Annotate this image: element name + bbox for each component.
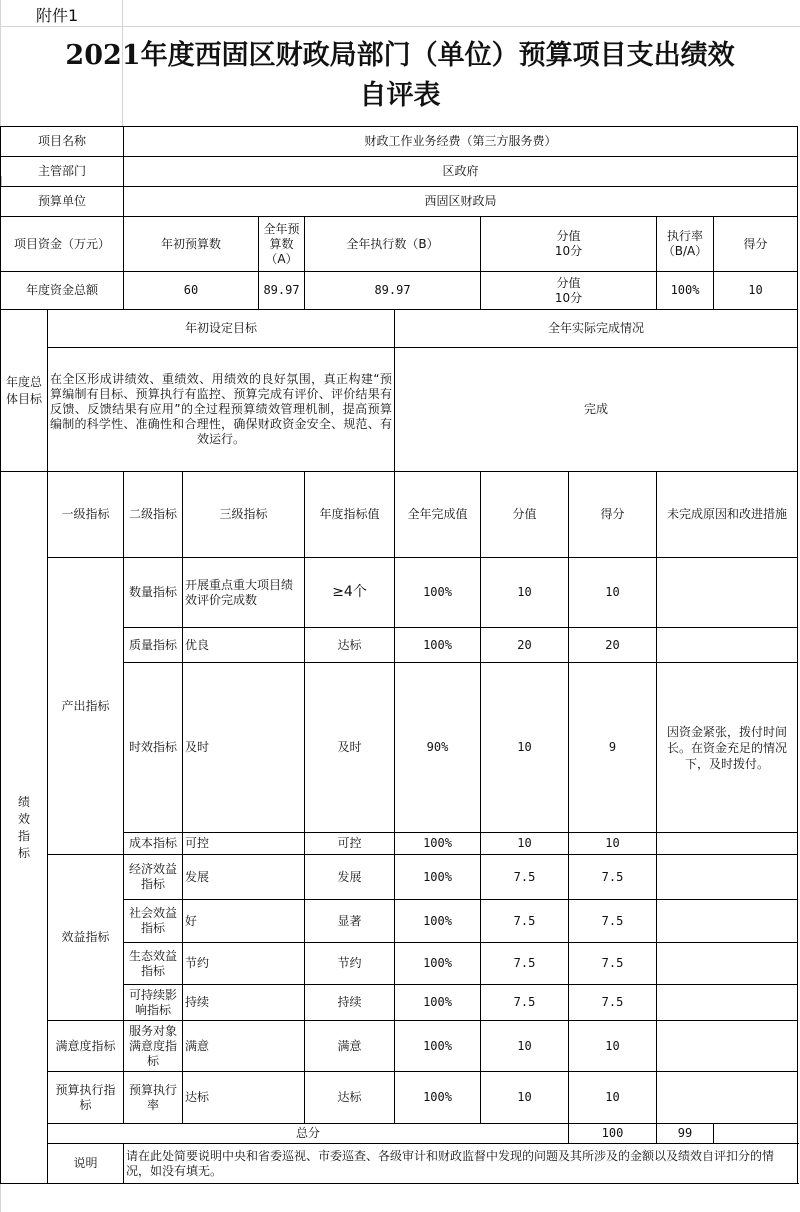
- header-l2: 二级指标: [124, 472, 183, 558]
- row-l2: 预算执行率: [124, 1072, 183, 1124]
- row-score[interactable]: 7.5: [569, 855, 657, 900]
- row-target[interactable]: 及时: [305, 663, 395, 833]
- row-l2: 质量指标: [124, 628, 183, 663]
- title-line-1: 2021年度西固区财政局部门（单位）预算项目支出绩效: [65, 40, 735, 71]
- row-score[interactable]: 10: [569, 1072, 657, 1124]
- title-line-2: 自评表: [359, 80, 441, 111]
- row-target[interactable]: 发展: [305, 855, 395, 900]
- funds-rate-value[interactable]: 100%: [657, 272, 714, 310]
- row-l3[interactable]: 好: [183, 900, 305, 943]
- header-actual: 全年完成值: [395, 472, 481, 558]
- output-indicator-label: 产出指标: [48, 558, 124, 855]
- row-target[interactable]: ≥4个: [305, 558, 395, 628]
- row-l2: 经济效益指标: [124, 855, 183, 900]
- row-l2: 时效指标: [124, 663, 183, 833]
- funds-rate-header: 执行率 （B/A）: [657, 217, 714, 272]
- total-value[interactable]: 100: [569, 1124, 657, 1144]
- funds-exec-value[interactable]: 89.97: [305, 272, 481, 310]
- goal-actual-text[interactable]: 完成: [395, 348, 798, 472]
- row-reason[interactable]: [657, 900, 798, 943]
- row-value[interactable]: 10: [481, 1072, 569, 1124]
- total-reason[interactable]: [714, 1124, 798, 1144]
- benefit-indicator-label: 效益指标: [48, 855, 124, 1021]
- project-name-value[interactable]: 财政工作业务经费（第三方服务费）: [124, 127, 798, 157]
- total-label: 总分: [48, 1124, 569, 1144]
- total-score[interactable]: 99: [657, 1124, 714, 1144]
- row-target[interactable]: 满意: [305, 1021, 395, 1072]
- row-actual[interactable]: 100%: [395, 1021, 481, 1072]
- row-l3[interactable]: 满意: [183, 1021, 305, 1072]
- row-actual[interactable]: 100%: [395, 943, 481, 985]
- satisfaction-indicator-label: 满意度指标: [48, 1021, 124, 1072]
- funds-score-value-header: 分值 10分: [481, 217, 657, 272]
- unit-value[interactable]: 西固区财政局: [124, 187, 798, 217]
- funds-total-label: 年度资金总额: [1, 272, 124, 310]
- note-text[interactable]: 请在此处简要说明中央和省委巡视、市委巡查、各级审计和财政监督中发现的问题及其所涉及的金额以及绩效自评扣分的情况，如没有填无。: [124, 1144, 798, 1184]
- row-target[interactable]: 节约: [305, 943, 395, 985]
- row-target[interactable]: 持续: [305, 985, 395, 1021]
- page-title: [0, 36, 800, 116]
- row-value[interactable]: 7.5: [481, 855, 569, 900]
- row-score[interactable]: 7.5: [569, 943, 657, 985]
- dept-value[interactable]: 区政府: [124, 157, 798, 187]
- header-score: 得分: [569, 472, 657, 558]
- row-value[interactable]: 10: [481, 1021, 569, 1072]
- row-actual[interactable]: 90%: [395, 663, 481, 833]
- funds-score-value-cell[interactable]: 10: [714, 272, 798, 310]
- row-value[interactable]: 10: [481, 558, 569, 628]
- dept-label: 主管部门: [1, 157, 124, 187]
- header-l1: 一级指标: [48, 472, 124, 558]
- row-actual[interactable]: 100%: [395, 985, 481, 1021]
- row-reason[interactable]: [657, 1072, 798, 1124]
- row-l3[interactable]: 优良: [183, 628, 305, 663]
- row-l3[interactable]: 可控: [183, 833, 305, 855]
- row-value[interactable]: 7.5: [481, 900, 569, 943]
- row-reason[interactable]: [657, 1021, 798, 1072]
- row-value[interactable]: 20: [481, 628, 569, 663]
- funds-score-value: 分值 10分: [481, 272, 657, 310]
- header-l3: 三级指标: [183, 472, 305, 558]
- row-l3[interactable]: 及时: [183, 663, 305, 833]
- row-actual[interactable]: 100%: [395, 855, 481, 900]
- row-actual[interactable]: 100%: [395, 833, 481, 855]
- row-value[interactable]: 7.5: [481, 985, 569, 1021]
- header-value: 分值: [481, 472, 569, 558]
- row-score[interactable]: 10: [569, 1021, 657, 1072]
- row-actual[interactable]: 100%: [395, 558, 481, 628]
- row-l3[interactable]: 节约: [183, 943, 305, 985]
- unit-label: 预算单位: [1, 187, 124, 217]
- funds-score-header: 得分: [714, 217, 798, 272]
- row-score[interactable]: 7.5: [569, 985, 657, 1021]
- row-l3[interactable]: 开展重点重大项目绩效评价完成数: [183, 558, 305, 628]
- row-actual[interactable]: 100%: [395, 1072, 481, 1124]
- row-reason[interactable]: [657, 943, 798, 985]
- row-l2: 社会效益指标: [124, 900, 183, 943]
- funds-annual-value[interactable]: 89.97: [259, 272, 305, 310]
- row-l3[interactable]: 发展: [183, 855, 305, 900]
- attachment-label: 附件1: [36, 6, 79, 25]
- row-value[interactable]: 10: [481, 833, 569, 855]
- goal-actual-header: 全年实际完成情况: [395, 310, 798, 348]
- row-reason[interactable]: [657, 855, 798, 900]
- row-l2: 可持续影响指标: [124, 985, 183, 1021]
- goal-set-header: 年初设定目标: [48, 310, 395, 348]
- note-label: 说明: [48, 1144, 124, 1184]
- row-score[interactable]: 20: [569, 628, 657, 663]
- row-l2: 生态效益指标: [124, 943, 183, 985]
- row-reason[interactable]: [657, 558, 798, 628]
- row-reason[interactable]: [657, 985, 798, 1021]
- row-l2: 数量指标: [124, 558, 183, 628]
- row-reason[interactable]: [657, 628, 798, 663]
- row-l2: 服务对象满意度指标: [124, 1021, 183, 1072]
- header-reason: 未完成原因和改进措施: [657, 472, 798, 558]
- goal-set-text[interactable]: 在全区形成讲绩效、重绩效、用绩效的良好氛围，真正构建“预算编制有目标、预算执行有监控、预算完成有评价、评价结果有反馈、反馈结果有应用”的全过程预算绩效管理机制，提高预算编制的科学性、准确性和合理性，确保财政资金安全、规范、有效运行。: [48, 348, 395, 472]
- goal-label: 年度总体目标: [1, 310, 48, 472]
- header-target: 年度指标值: [305, 472, 395, 558]
- row-value[interactable]: 10: [481, 663, 569, 833]
- row-target[interactable]: 达标: [305, 1072, 395, 1124]
- budget-indicator-label: 预算执行指标: [48, 1072, 124, 1124]
- row-score[interactable]: 10: [569, 558, 657, 628]
- funds-initial-value[interactable]: 60: [124, 272, 259, 310]
- row-score[interactable]: 9: [569, 663, 657, 833]
- indicators-label-text: 绩效指标: [17, 794, 30, 860]
- row-l2: 成本指标: [124, 833, 183, 855]
- funds-annual-header: 全年预算数（A）: [259, 217, 305, 272]
- row-actual[interactable]: 100%: [395, 628, 481, 663]
- row-reason[interactable]: [657, 833, 798, 855]
- row-l3[interactable]: 持续: [183, 985, 305, 1021]
- project-name-label: 项目名称: [1, 127, 124, 157]
- row-score[interactable]: 10: [569, 833, 657, 855]
- evaluation-table: [0, 126, 798, 1184]
- row-target[interactable]: 显著: [305, 900, 395, 943]
- row-target[interactable]: 达标: [305, 628, 395, 663]
- row-score[interactable]: 7.5: [569, 900, 657, 943]
- row-actual[interactable]: 100%: [395, 900, 481, 943]
- indicators-label: [1, 472, 48, 1184]
- row-value[interactable]: 7.5: [481, 943, 569, 985]
- funds-label: 项目资金（万元）: [1, 217, 124, 272]
- funds-initial-header: 年初预算数: [124, 217, 259, 272]
- row-l3[interactable]: 达标: [183, 1072, 305, 1124]
- row-target[interactable]: 可控: [305, 833, 395, 855]
- funds-exec-header: 全年执行数（B）: [305, 217, 481, 272]
- row-reason-text[interactable]: 因资金紧张，拨付时间长。在资金充足的情况下，及时拨付。: [657, 663, 798, 833]
